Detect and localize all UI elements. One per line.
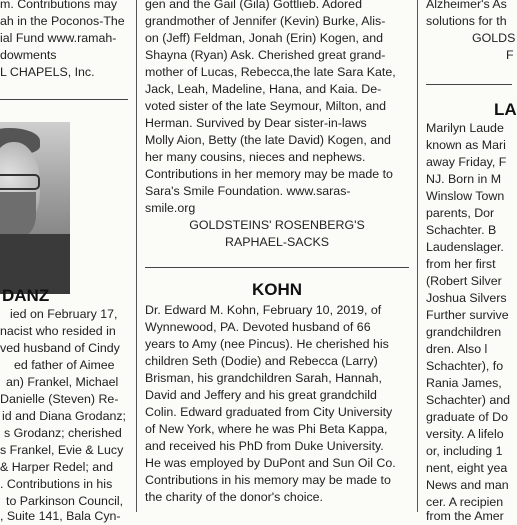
text-line: Winslow Town xyxy=(426,189,505,203)
text-line: Laudenslager. xyxy=(426,240,504,254)
right-column xyxy=(426,0,517,523)
text-line: m. Contributions may xyxy=(0,0,118,11)
column-rule xyxy=(136,0,137,512)
text-line: nacist who resided in xyxy=(0,324,116,338)
text-line: children Seth (Dodie) and Rebecca (Larry) xyxy=(145,354,378,368)
photo-glasses xyxy=(0,174,40,190)
text-line: dren. Also l xyxy=(426,342,488,356)
text-line: to Parkinson Council, xyxy=(6,494,124,508)
middle-column xyxy=(145,0,409,512)
text-line: Dr. Edward M. Kohn, February 10, 2019, of xyxy=(145,303,382,317)
text-line: Jack, Leah, Madeline, Hana, and Kaia. De- xyxy=(145,82,382,96)
text-line: Joshua Silvers xyxy=(426,291,507,305)
photo-shirt xyxy=(0,234,70,294)
text-line: Alzheimer's As xyxy=(426,0,507,11)
text-line: Colin. Edward graduated from City University xyxy=(145,405,393,419)
funeral-home-line-2: RAPHAEL-SACKS xyxy=(225,235,329,249)
text-line: Wynnewood, PA. Devoted husband of 66 xyxy=(145,320,371,334)
text-line: years to Amy (nee Pincus). He cherished his xyxy=(145,337,389,351)
text-line: s Grodanz; cherished xyxy=(4,426,122,440)
section-divider xyxy=(0,99,128,100)
text-line: He was employed by DuPont and Sun Oil Co. xyxy=(145,456,396,470)
text-line: . Contributions in his xyxy=(0,477,113,491)
text-line: mother of Lucas, Rebecca,the late Sara Kate, xyxy=(145,65,396,79)
text-line: Molly Aion, Betty (the late David) Kogen, and xyxy=(145,133,391,147)
text-line: of New York, where he was Phi Beta Kappa, xyxy=(145,422,388,436)
text-line: David and Jeffery and his great grandchild xyxy=(145,388,377,402)
obituary-photo xyxy=(0,122,70,282)
text-line: known as Mari xyxy=(426,138,506,152)
photo-beard xyxy=(0,192,36,240)
text-line: ah in the Poconos-The xyxy=(0,14,125,28)
funeral-home-line-1: GOLDSTEINS' ROSENBERG'S xyxy=(189,218,365,232)
text-line: F xyxy=(506,48,514,62)
text-line: parents, Dor xyxy=(426,206,495,220)
text-line: L CHAPELS, Inc. xyxy=(0,65,95,79)
text-line: Schachter. B xyxy=(426,223,497,237)
obituary-name-laudenslager: LA xyxy=(494,100,517,119)
text-line: her many cousins, nieces and nephews. xyxy=(145,150,366,164)
text-line: s Frankel, Evie & Lucy xyxy=(0,443,124,457)
text-line: grandchildren xyxy=(426,325,502,339)
text-line: Contributions in his memory may be made to xyxy=(145,473,391,487)
text-line: and received his PhD from Duke University. xyxy=(145,439,384,453)
text-line: away Friday, F xyxy=(426,155,507,169)
text-line: Rania James, xyxy=(426,376,502,390)
text-line: Marilyn Laude xyxy=(426,121,504,135)
text-line: from her first xyxy=(426,257,496,271)
text-line: ved husband of Cindy xyxy=(0,341,120,355)
text-line: & Harper Redel; and xyxy=(0,460,113,474)
text-line: Schachter), fo xyxy=(426,359,504,373)
left-column xyxy=(0,0,128,523)
section-divider xyxy=(145,267,409,268)
text-line: the charity of the donor's choice. xyxy=(145,490,324,504)
text-line: Contributions in her memory may be made to xyxy=(145,167,393,181)
text-line: GOLDS xyxy=(472,31,516,45)
text-line: an) Frankel, Michael xyxy=(6,375,119,389)
text-line: on (Jeff) Feldman, Jonah (Erin) Kogen, and xyxy=(145,31,384,45)
obituary-name-kohn: KOHN xyxy=(251,280,303,299)
text-line: ial Fund www.ramah- xyxy=(0,31,117,45)
text-line: or, including 1 xyxy=(426,444,503,458)
text-line: smile.org xyxy=(145,201,196,215)
text-line: dowments xyxy=(0,48,57,62)
text-line: Herman. Survived by Dear sister-in-laws xyxy=(145,116,367,130)
column-rule xyxy=(417,0,418,512)
text-line: from the Amer xyxy=(426,509,504,523)
text-line: , Suite 141, Bala Cyn- xyxy=(0,509,121,523)
text-line: voted sister of the late Seymour, Milton, and xyxy=(145,99,387,113)
text-line: versity. A lifelo xyxy=(426,427,504,441)
section-divider xyxy=(426,84,512,85)
text-line: nent, eight yea xyxy=(426,461,508,475)
text-line: News and man xyxy=(426,478,509,492)
text-line: cer. A recipien xyxy=(426,495,504,509)
text-line: Shayna (Ryan) Ask. Cherished great grand- xyxy=(145,48,386,62)
text-line: (Robert Silver xyxy=(426,274,502,288)
text-line: gen and the Gail (Gila) Gottlieb. Adored xyxy=(145,0,362,11)
text-line: grandmother of Jennifer (Kevin) Burke, Alis- xyxy=(145,14,386,28)
obituary-name-grodanz: DANZ xyxy=(2,286,50,305)
text-line: graduate of Do xyxy=(426,410,508,424)
text-line: solutions for th xyxy=(426,14,507,28)
text-line: Schachter) and xyxy=(426,393,511,407)
text-line: Danielle (Steven) Re- xyxy=(0,392,119,406)
text-line: NJ. Born in M xyxy=(426,172,502,186)
text-line: Brisman, his grandchildren Sarah, Hannah, xyxy=(145,371,382,385)
text-line: ied on February 17, xyxy=(10,307,118,321)
text-line: ed father of Aimee xyxy=(14,358,115,372)
text-line: Sara's Smile Foundation. www.saras- xyxy=(145,184,351,198)
text-line: Further survive xyxy=(426,308,509,322)
text-line: id and Diana Grodanz; xyxy=(2,409,126,423)
